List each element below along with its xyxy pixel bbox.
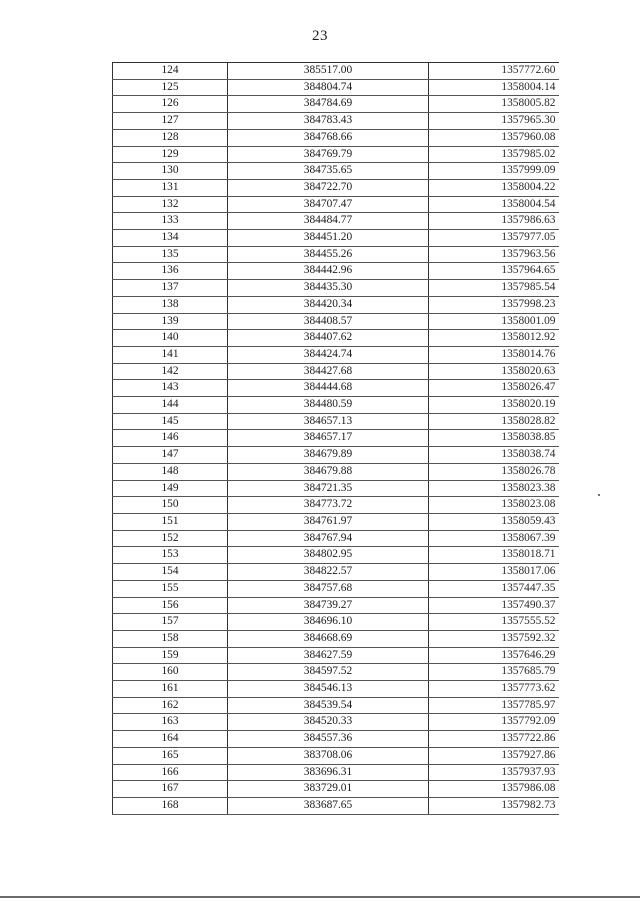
point-number-cell: 141 — [113, 346, 228, 363]
table-row — [113, 797, 559, 814]
x-coordinate-cell: 384802.95 — [228, 547, 429, 564]
point-number-cell: 149 — [113, 480, 228, 497]
x-coordinate-cell: 384484.77 — [228, 213, 429, 230]
x-coordinate-cell: 384546.13 — [228, 681, 429, 698]
page-number: 23 — [312, 28, 328, 44]
point-number-cell: 134 — [113, 230, 228, 247]
y-coordinate-cell: 1358023.08 — [429, 497, 559, 514]
table-row — [113, 330, 559, 347]
table-row — [113, 196, 559, 213]
point-number-cell: 129 — [113, 146, 228, 163]
y-coordinate-cell: 1357773.62 — [429, 681, 559, 698]
table-row — [113, 246, 559, 263]
scan-speck — [598, 494, 600, 496]
x-coordinate-cell: 384424.74 — [228, 346, 429, 363]
point-number-cell: 139 — [113, 313, 228, 330]
y-coordinate-cell: 1358020.63 — [429, 363, 559, 380]
x-coordinate-cell: 384657.17 — [228, 430, 429, 447]
point-number-cell: 160 — [113, 664, 228, 681]
y-coordinate-cell: 1357986.08 — [429, 781, 559, 798]
table-row — [113, 363, 559, 380]
x-coordinate-cell: 384735.65 — [228, 163, 429, 180]
x-coordinate-cell: 384420.34 — [228, 296, 429, 313]
y-coordinate-cell: 1357977.05 — [429, 230, 559, 247]
x-coordinate-cell: 384822.57 — [228, 564, 429, 581]
y-coordinate-cell: 1358004.54 — [429, 196, 559, 213]
x-coordinate-cell: 384444.68 — [228, 380, 429, 397]
table-row — [113, 413, 559, 430]
point-number-cell: 159 — [113, 647, 228, 664]
table-row — [113, 296, 559, 313]
y-coordinate-cell: 1358026.47 — [429, 380, 559, 397]
y-coordinate-cell: 1357999.09 — [429, 163, 559, 180]
point-number-cell: 144 — [113, 397, 228, 414]
y-coordinate-cell: 1358018.71 — [429, 547, 559, 564]
table-row — [113, 530, 559, 547]
table-row — [113, 346, 559, 363]
x-coordinate-cell: 384668.69 — [228, 630, 429, 647]
y-coordinate-cell: 1357646.29 — [429, 647, 559, 664]
point-number-cell: 131 — [113, 179, 228, 196]
table-row — [113, 664, 559, 681]
x-coordinate-cell: 384783.43 — [228, 113, 429, 130]
table-row — [113, 280, 559, 297]
table-row — [113, 764, 559, 781]
x-coordinate-cell: 384480.59 — [228, 397, 429, 414]
x-coordinate-cell: 384557.36 — [228, 731, 429, 748]
y-coordinate-cell: 1357982.73 — [429, 797, 559, 814]
table-row — [113, 497, 559, 514]
x-coordinate-cell: 384455.26 — [228, 246, 429, 263]
table-row — [113, 163, 559, 180]
y-coordinate-cell: 1357986.63 — [429, 213, 559, 230]
table-row — [113, 430, 559, 447]
y-coordinate-cell: 1358038.85 — [429, 430, 559, 447]
x-coordinate-cell: 384804.74 — [228, 79, 429, 96]
x-coordinate-cell: 384427.68 — [228, 363, 429, 380]
x-coordinate-cell: 383696.31 — [228, 764, 429, 781]
x-coordinate-cell: 384707.47 — [228, 196, 429, 213]
x-coordinate-cell: 384757.68 — [228, 580, 429, 597]
point-number-cell: 155 — [113, 580, 228, 597]
x-coordinate-cell: 384451.20 — [228, 230, 429, 247]
point-number-cell: 156 — [113, 597, 228, 614]
point-number-cell: 153 — [113, 547, 228, 564]
x-coordinate-cell: 384784.69 — [228, 96, 429, 113]
y-coordinate-cell: 1358004.22 — [429, 179, 559, 196]
y-coordinate-cell: 1357998.23 — [429, 296, 559, 313]
table-row — [113, 597, 559, 614]
x-coordinate-cell: 384539.54 — [228, 697, 429, 714]
point-number-cell: 145 — [113, 413, 228, 430]
y-coordinate-cell: 1358059.43 — [429, 513, 559, 530]
y-coordinate-cell: 1357985.54 — [429, 280, 559, 297]
y-coordinate-cell: 1357985.02 — [429, 146, 559, 163]
point-number-cell: 167 — [113, 781, 228, 798]
y-coordinate-cell: 1357685.79 — [429, 664, 559, 681]
y-coordinate-cell: 1357592.32 — [429, 630, 559, 647]
y-coordinate-cell: 1358004.14 — [429, 79, 559, 96]
table-row — [113, 564, 559, 581]
x-coordinate-cell: 384435.30 — [228, 280, 429, 297]
x-coordinate-cell: 383687.65 — [228, 797, 429, 814]
table-row — [113, 129, 559, 146]
point-number-cell: 151 — [113, 513, 228, 530]
x-coordinate-cell: 384520.33 — [228, 714, 429, 731]
x-coordinate-cell: 384768.66 — [228, 129, 429, 146]
point-number-cell: 168 — [113, 797, 228, 814]
point-number-cell: 132 — [113, 196, 228, 213]
table-row — [113, 480, 559, 497]
x-coordinate-cell: 385517.00 — [228, 63, 429, 80]
table-row — [113, 547, 559, 564]
table-row — [113, 630, 559, 647]
y-coordinate-cell: 1358038.74 — [429, 447, 559, 464]
point-number-cell: 150 — [113, 497, 228, 514]
table-row — [113, 513, 559, 530]
x-coordinate-cell: 384597.52 — [228, 664, 429, 681]
y-coordinate-cell: 1357447.35 — [429, 580, 559, 597]
point-number-cell: 126 — [113, 96, 228, 113]
x-coordinate-cell: 384722.70 — [228, 179, 429, 196]
table-row — [113, 681, 559, 698]
point-number-cell: 164 — [113, 731, 228, 748]
x-coordinate-cell: 384739.27 — [228, 597, 429, 614]
point-number-cell: 154 — [113, 564, 228, 581]
table-row — [113, 380, 559, 397]
point-number-cell: 133 — [113, 213, 228, 230]
point-number-cell: 146 — [113, 430, 228, 447]
y-coordinate-cell: 1357722.86 — [429, 731, 559, 748]
table-row — [113, 230, 559, 247]
table-row — [113, 63, 559, 80]
table-row — [113, 113, 559, 130]
y-coordinate-cell: 1358067.39 — [429, 530, 559, 547]
x-coordinate-cell: 384773.72 — [228, 497, 429, 514]
x-coordinate-cell: 384442.96 — [228, 263, 429, 280]
point-number-cell: 143 — [113, 380, 228, 397]
table-row — [113, 263, 559, 280]
point-number-cell: 148 — [113, 463, 228, 480]
y-coordinate-cell: 1357927.86 — [429, 747, 559, 764]
point-number-cell: 158 — [113, 630, 228, 647]
y-coordinate-cell: 1358017.06 — [429, 564, 559, 581]
y-coordinate-cell: 1357785.97 — [429, 697, 559, 714]
y-coordinate-cell: 1358014.76 — [429, 346, 559, 363]
point-number-cell: 127 — [113, 113, 228, 130]
y-coordinate-cell: 1358028.82 — [429, 413, 559, 430]
table-row — [113, 146, 559, 163]
point-number-cell: 136 — [113, 263, 228, 280]
y-coordinate-cell: 1357964.65 — [429, 263, 559, 280]
table-row — [113, 463, 559, 480]
point-number-cell: 135 — [113, 246, 228, 263]
table-row — [113, 179, 559, 196]
x-coordinate-cell: 384679.89 — [228, 447, 429, 464]
x-coordinate-cell: 384761.97 — [228, 513, 429, 530]
point-number-cell: 125 — [113, 79, 228, 96]
x-coordinate-cell: 384769.79 — [228, 146, 429, 163]
point-number-cell: 138 — [113, 296, 228, 313]
x-coordinate-cell: 383708.06 — [228, 747, 429, 764]
point-number-cell: 162 — [113, 697, 228, 714]
y-coordinate-cell: 1358005.82 — [429, 96, 559, 113]
x-coordinate-cell: 384408.57 — [228, 313, 429, 330]
y-coordinate-cell: 1357960.08 — [429, 129, 559, 146]
point-number-cell: 163 — [113, 714, 228, 731]
table-row — [113, 313, 559, 330]
table-row — [113, 79, 559, 96]
table-row — [113, 781, 559, 798]
y-coordinate-cell: 1358023.38 — [429, 480, 559, 497]
coordinates-table — [112, 62, 559, 815]
table-row — [113, 213, 559, 230]
x-coordinate-cell: 384767.94 — [228, 530, 429, 547]
y-coordinate-cell: 1357937.93 — [429, 764, 559, 781]
table-row — [113, 96, 559, 113]
x-coordinate-cell: 384721.35 — [228, 480, 429, 497]
table-row — [113, 747, 559, 764]
y-coordinate-cell: 1357490.37 — [429, 597, 559, 614]
y-coordinate-cell: 1358001.09 — [429, 313, 559, 330]
table-row — [113, 447, 559, 464]
coordinates-table-body — [113, 63, 559, 815]
scan-edge-line — [0, 896, 640, 898]
table-row — [113, 697, 559, 714]
x-coordinate-cell: 384696.10 — [228, 614, 429, 631]
point-number-cell: 166 — [113, 764, 228, 781]
table-row — [113, 731, 559, 748]
point-number-cell: 142 — [113, 363, 228, 380]
x-coordinate-cell: 384657.13 — [228, 413, 429, 430]
table-row — [113, 714, 559, 731]
x-coordinate-cell: 384627.59 — [228, 647, 429, 664]
point-number-cell: 130 — [113, 163, 228, 180]
point-number-cell: 137 — [113, 280, 228, 297]
y-coordinate-cell: 1357772.60 — [429, 63, 559, 80]
point-number-cell: 165 — [113, 747, 228, 764]
point-number-cell: 147 — [113, 447, 228, 464]
y-coordinate-cell: 1358020.19 — [429, 397, 559, 414]
x-coordinate-cell: 383729.01 — [228, 781, 429, 798]
x-coordinate-cell: 384407.62 — [228, 330, 429, 347]
point-number-cell: 161 — [113, 681, 228, 698]
y-coordinate-cell: 1358026.78 — [429, 463, 559, 480]
table-row — [113, 614, 559, 631]
table-row — [113, 580, 559, 597]
y-coordinate-cell: 1357965.30 — [429, 113, 559, 130]
y-coordinate-cell: 1357963.56 — [429, 246, 559, 263]
point-number-cell: 140 — [113, 330, 228, 347]
point-number-cell: 152 — [113, 530, 228, 547]
y-coordinate-cell: 1357792.09 — [429, 714, 559, 731]
point-number-cell: 157 — [113, 614, 228, 631]
y-coordinate-cell: 1357555.52 — [429, 614, 559, 631]
point-number-cell: 128 — [113, 129, 228, 146]
y-coordinate-cell: 1358012.92 — [429, 330, 559, 347]
table-row — [113, 647, 559, 664]
table-row — [113, 397, 559, 414]
x-coordinate-cell: 384679.88 — [228, 463, 429, 480]
point-number-cell: 124 — [113, 63, 228, 80]
